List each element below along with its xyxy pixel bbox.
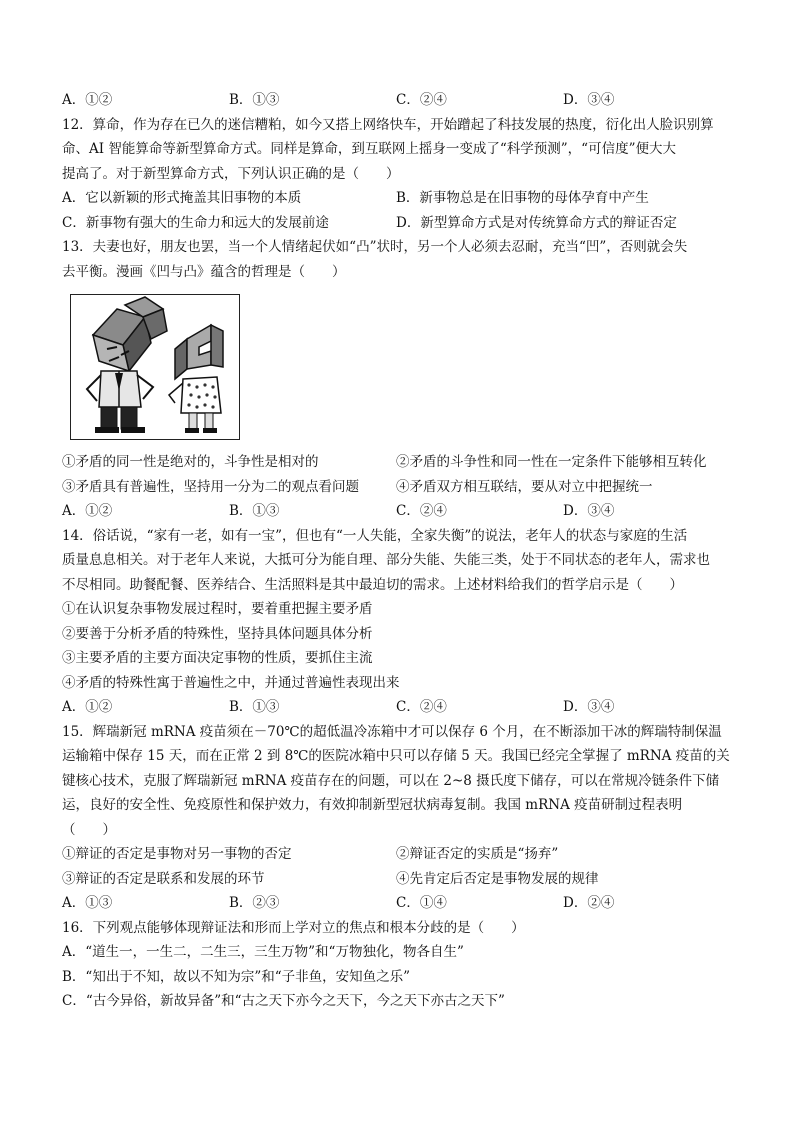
- q12-option-a: A．它以新颖的形式掩盖其旧事物的本质: [62, 190, 302, 206]
- exam-page: [62, 88, 730, 1014]
- q14-stem-line: 14．俗话说，“家有一老，如有一宝”，但也有“一人失能，全家失衡”的说法，老年人的状态与家庭的生活: [62, 527, 688, 544]
- q14-statement-3: ③主要矛盾的主要方面决定事物的性质，要抓住主流: [62, 650, 373, 666]
- q14-statement-2: ②要善于分析矛盾的特殊性，坚持具体问题具体分析: [62, 625, 373, 642]
- q15-option-c: C．①④: [396, 895, 447, 911]
- q12-option-d: D．新型算命方式是对传统算命方式的辩证否定: [396, 214, 677, 231]
- q15-statements-row: [62, 842, 730, 867]
- q14-option-c: C．②④: [396, 699, 447, 715]
- q15-statement-1: ①辩证的否定是事物对另一事物的否定: [62, 846, 292, 862]
- question-14: [62, 524, 730, 720]
- question-13: [62, 235, 730, 524]
- q13-options: [62, 499, 730, 524]
- q14-stem-line: 不尽相同。助餐配餐、医养结合、生活照料是其中最迫切的需求。上述材料给我们的哲学启示是（ ）: [62, 576, 683, 593]
- q12-option-c: C．新事物有强大的生命力和远大的发展前途: [62, 214, 329, 231]
- q15-stem-line: 运输箱中保存 15 天，而在正常 2 到 8℃的医院冰箱中只可以存储 5 天。我国已经完全掌握了 mRNA 疫苗的关: [62, 748, 730, 764]
- q11-option-a: A．①②: [62, 92, 113, 108]
- q15-statement-4: ④先肯定后否定是事物发展的规律: [396, 870, 599, 887]
- q14-statement-4: ④矛盾的特殊性寓于普遍性之中，并通过普遍性表现出来: [62, 674, 400, 691]
- q11-options: [62, 88, 730, 113]
- q12-stem-line: 12．算命，作为存在已久的迷信糟粕，如今又搭上网络快车，开始蹭起了科技发展的热度，衍化出人脸识别算: [62, 116, 714, 133]
- q13-stem-line: 13．夫妻也好，朋友也罢，当一个人情绪起伏如“凸”状时，另一个人必须去忍耐，充当“凹”，否则就会失: [62, 239, 688, 255]
- q13-stem-line: 去平衡。漫画《凹与凸》蕴含的哲理是（ ）: [62, 263, 346, 280]
- convex-figure: [87, 297, 167, 433]
- q16-option-a: A．“道生一，一生二，二生三，三生万物”和“万物独化，物各自生”: [62, 944, 464, 960]
- q13-option-a: A．①②: [62, 503, 113, 519]
- q15-statements-row: [62, 867, 730, 892]
- question-15: [62, 720, 730, 916]
- q13-option-d: D．③④: [563, 503, 615, 519]
- q15-stem-line: 键核心技术，克服了辉瑞新冠 mRNA 疫苗存在的问题，可以在 2~8 摄氏度下储存，可以在常规冷链条件下储: [62, 772, 720, 789]
- q15-statement-2: ②辩证否定的实质是“扬弃”: [396, 846, 559, 862]
- cartoon-illustration: [71, 295, 239, 439]
- q16-option-c: C．“古今异俗，新故异备”和“古之天下亦今之天下，今之天下亦古之天下”: [62, 993, 505, 1009]
- q16-stem-line: 16．下列观点能够体现辩证法和形而上学对立的焦点和根本分歧的是（ ）: [62, 919, 525, 936]
- q14-option-b: B．①③: [229, 699, 280, 715]
- concave-figure: [169, 325, 223, 433]
- q13-option-c: C．②④: [396, 503, 447, 519]
- q13-statements-row: [62, 450, 730, 475]
- q15-option-b: B．②③: [229, 895, 280, 911]
- q13-statement-2: ②矛盾的斗争性和同一性在一定条件下能够相互转化: [396, 454, 707, 470]
- q15-option-a: A．①③: [62, 895, 113, 911]
- q13-statements-row: [62, 475, 730, 500]
- q12-stem-line: 提高了。对于新型算命方式，下列认识正确的是（ ）: [62, 165, 400, 182]
- q13-option-b: B．①③: [229, 503, 280, 519]
- question-16: [62, 916, 730, 1014]
- q14-option-a: A．①②: [62, 699, 113, 715]
- q13-statement-4: ④矛盾双方相互联结，要从对立中把握统一: [396, 478, 653, 495]
- q15-stem-line: （ ）: [62, 821, 116, 838]
- q15-stem-line: 运，良好的安全性、免疫原性和保护效力，有效抑制新型冠状病毒复制。我国 mRNA 疫苗研制过程表明: [62, 797, 683, 813]
- q14-options: [62, 695, 730, 720]
- q13-statement-3: ③矛盾具有普遍性，坚持用一分为二的观点看问题: [62, 478, 359, 495]
- q13-statement-1: ①矛盾的同一性是绝对的，斗争性是相对的: [62, 454, 319, 470]
- q15-statement-3: ③辩证的否定是联系和发展的环节: [62, 870, 265, 887]
- q16-option-b: B．“知出于不知，故以不知为宗”和“子非鱼，安知鱼之乐”: [62, 968, 411, 985]
- q11-option-b: B．①③: [229, 92, 280, 108]
- question-12: [62, 113, 730, 236]
- q14-stem-line: 质量息息相关。对于老年人来说，大抵可分为能自理、部分失能、失能三类，处于不同状态的老年人，需求也: [62, 552, 710, 568]
- q15-stem-line: 15．辉瑞新冠 mRNA 疫苗须在－70℃的超低温冷冻箱中才可以保存 6 个月，在不断添加干冰的辉瑞特制保温: [62, 723, 722, 740]
- q12-options-row: [62, 186, 730, 211]
- q11-option-c: C．②④: [396, 92, 447, 108]
- q11-option-d: D．③④: [563, 92, 615, 108]
- cartoon-image: [70, 294, 240, 440]
- q12-option-b: B．新事物总是在旧事物的母体孕育中产生: [396, 190, 649, 206]
- q12-options-row: [62, 211, 730, 236]
- q15-option-d: D．②④: [563, 895, 615, 911]
- q14-statement-1: ①在认识复杂事物发展过程时，要着重把握主要矛盾: [62, 601, 373, 617]
- q15-options: [62, 891, 730, 916]
- q14-option-d: D．③④: [563, 699, 615, 715]
- q12-stem-line: 命、AI 智能算命等新型算命方式。同样是算命，到互联网上摇身一变成了“科学预测”，“可信度”便大大: [62, 141, 676, 157]
